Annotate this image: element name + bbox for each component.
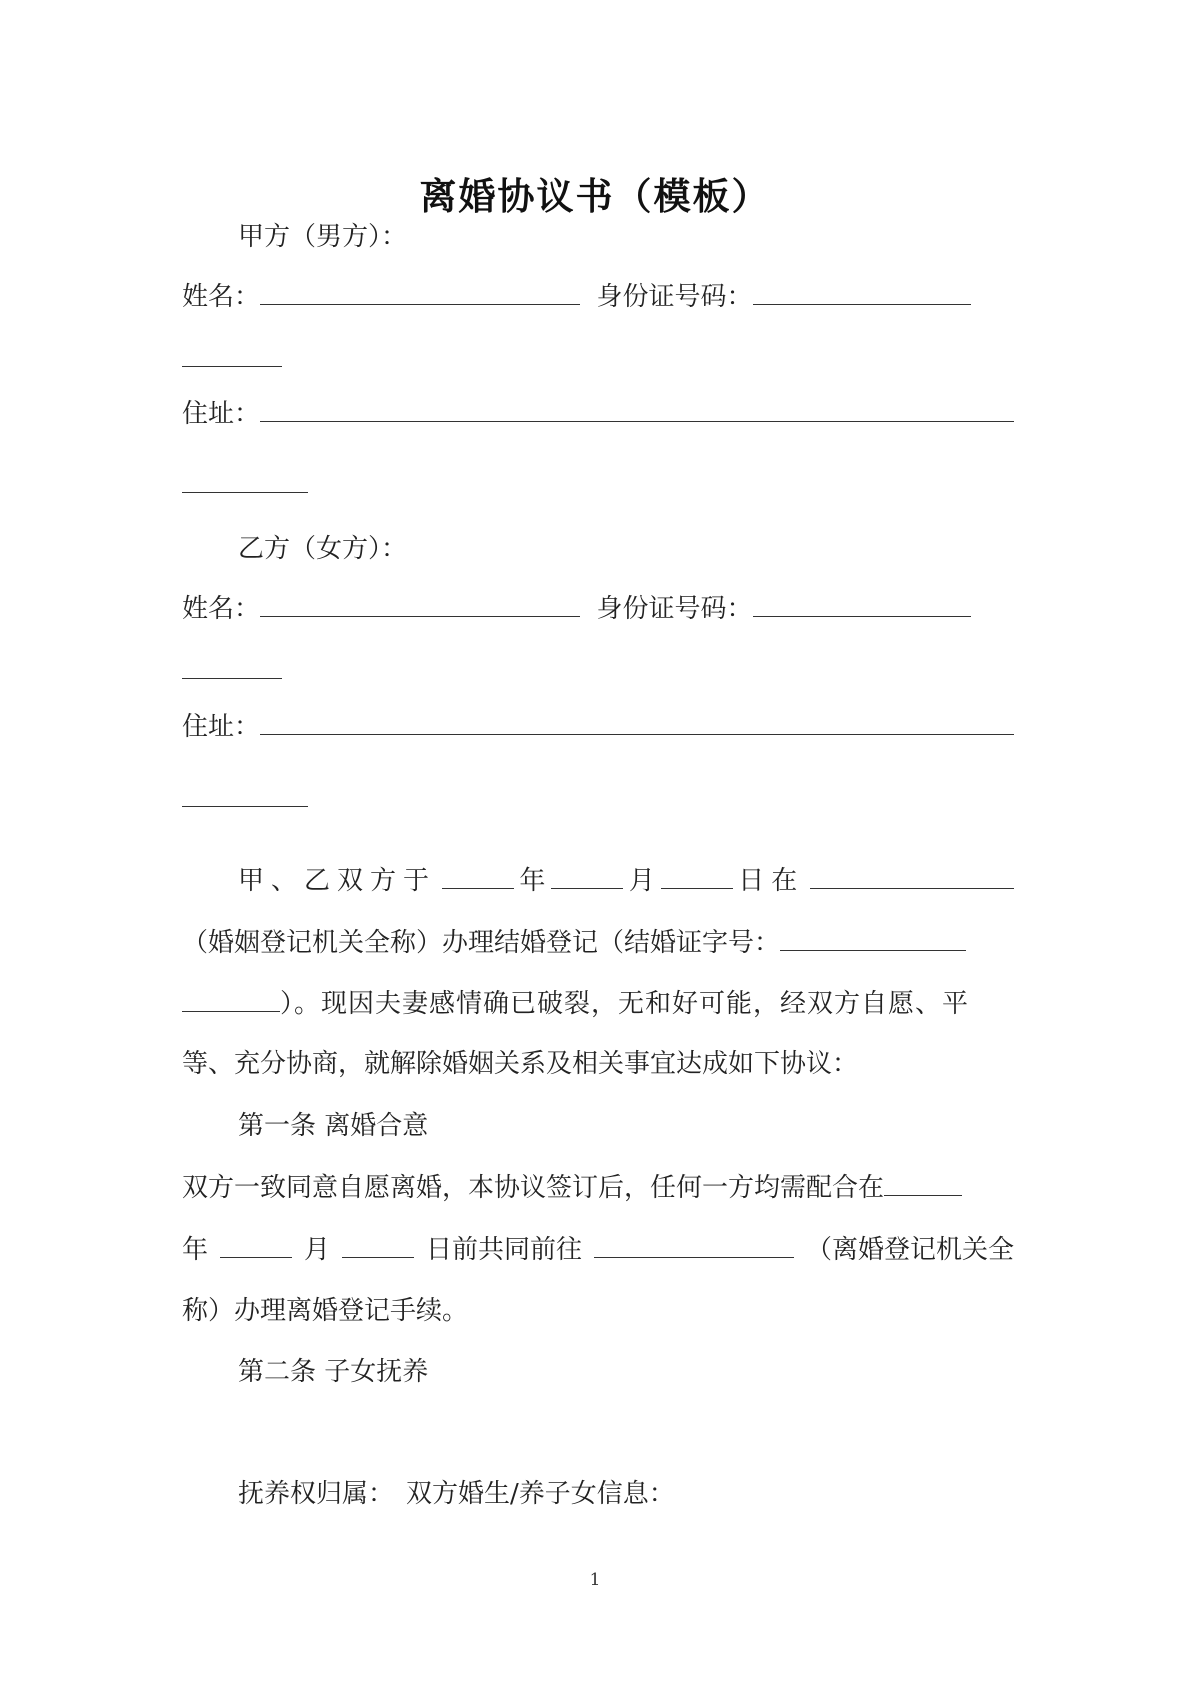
- article1-mid-text: 日前共同前往: [425, 1235, 582, 1265]
- article1-heading: 第一条 离婚合意: [238, 1111, 429, 1141]
- party-a-address-field-continuation[interactable]: [182, 491, 308, 493]
- article1-suffix-text: （离婚登记机关全: [805, 1235, 1014, 1265]
- day-at-label: 日在: [738, 866, 805, 896]
- party-b-id-field-continuation[interactable]: [182, 677, 282, 679]
- divorce-deadline-year-field[interactable]: [884, 1169, 962, 1196]
- party-a-id-field-continuation[interactable]: [182, 365, 282, 367]
- divorce-deadline-day-field[interactable]: [342, 1231, 414, 1258]
- children-info-label: 双方婚生/养子女信息：: [406, 1479, 675, 1509]
- document-title: 离婚协议书（模板）: [419, 175, 771, 218]
- article1-line1-text: 双方一致同意自愿离婚，本协议签订后，任何一方均需配合在: [182, 1173, 885, 1203]
- marriage-intro-line2: [182, 924, 1014, 961]
- article1-line1: [182, 1169, 1014, 1206]
- party-a-address-field[interactable]: [260, 395, 1014, 422]
- year-label: 年: [182, 1235, 209, 1265]
- marriage-intro-line4: 等、充分协商，就解除婚姻关系及相关事宜达成如下协议：: [182, 1049, 859, 1079]
- party-b-name-row: [182, 590, 1014, 627]
- party-b-address-field[interactable]: [260, 708, 1014, 735]
- page-number: 1: [589, 1570, 601, 1590]
- party-b-address-field-continuation[interactable]: [182, 805, 308, 807]
- party-a-id-field[interactable]: [753, 278, 971, 305]
- article1-line2: [182, 1231, 1014, 1268]
- marriage-intro-prefix: 甲、乙双方于: [238, 866, 437, 896]
- name-label: 姓名：: [182, 282, 261, 312]
- party-b-id-field[interactable]: [753, 590, 971, 617]
- marriage-intro-line3: [182, 985, 1014, 1022]
- marriage-intro-line1: [238, 862, 1014, 899]
- marriage-intro-line2-text: （婚姻登记机关全称）办理结婚登记（结婚证字号：: [182, 928, 781, 958]
- year-label: 年: [519, 866, 546, 896]
- marriage-certificate-number-continuation[interactable]: [182, 985, 280, 1012]
- address-label: 住址：: [182, 712, 261, 742]
- name-label: 姓名：: [182, 594, 261, 624]
- article1-line3: 称）办理离婚登记手续。: [182, 1296, 469, 1326]
- month-label: 月: [303, 1235, 330, 1265]
- party-b-name-field[interactable]: [260, 590, 580, 617]
- party-a-heading: 甲方（男方）：: [238, 222, 408, 252]
- address-label: 住址：: [182, 399, 261, 429]
- marriage-registry-field[interactable]: [810, 862, 1014, 889]
- marriage-intro-line3-text: ）。现因夫妻感情确已破裂，无和好可能，经双方自愿、平: [280, 989, 970, 1019]
- divorce-registry-field[interactable]: [594, 1231, 794, 1258]
- custody-label: 抚养权归属：: [238, 1479, 395, 1509]
- article2-heading: 第二条 子女抚养: [238, 1357, 429, 1387]
- id-label: 身份证号码：: [596, 282, 753, 312]
- divorce-deadline-month-field[interactable]: [220, 1231, 292, 1258]
- party-b-heading: 乙方（女方）：: [238, 534, 408, 564]
- marriage-year-field[interactable]: [442, 862, 514, 889]
- party-a-name-row: [182, 278, 1014, 315]
- month-label: 月: [628, 866, 655, 896]
- article2-custody-row: [238, 1476, 1014, 1512]
- marriage-month-field[interactable]: [551, 862, 623, 889]
- marriage-day-field[interactable]: [661, 862, 733, 889]
- party-a-address-row: [182, 395, 1014, 432]
- marriage-certificate-number-field[interactable]: [780, 924, 966, 951]
- party-a-name-field[interactable]: [260, 278, 580, 305]
- party-b-address-row: [182, 708, 1014, 745]
- id-label: 身份证号码：: [596, 594, 753, 624]
